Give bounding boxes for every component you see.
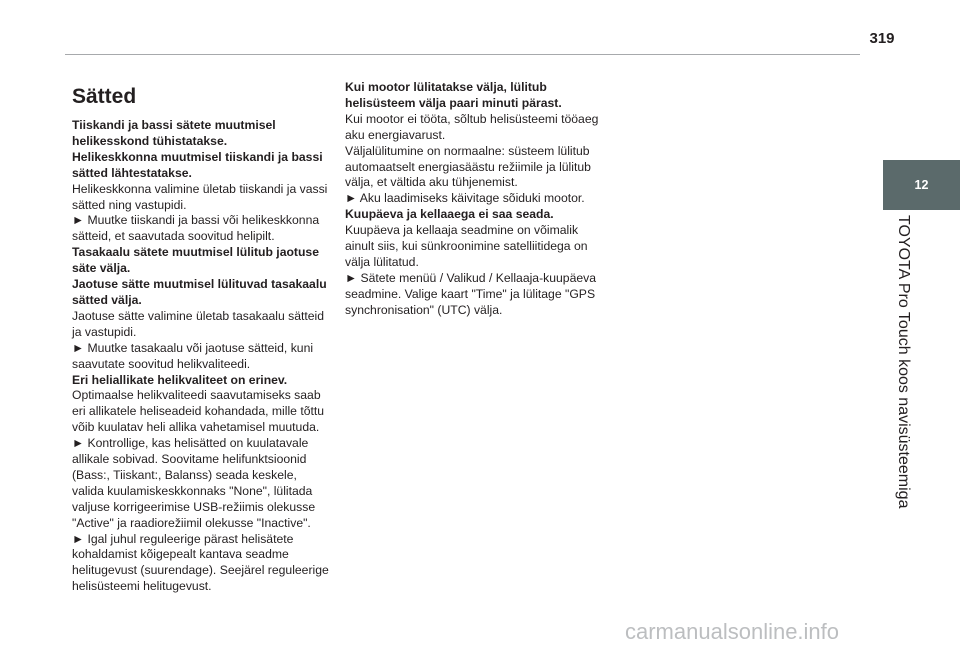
paragraph: ► Aku laadimiseks käivitage sõiduki mootor.	[345, 191, 585, 206]
paragraph-heading: Tasakaalu sätete muutmisel lülitub jaotuse säte välja.	[72, 245, 319, 276]
page-number: 319	[869, 30, 895, 47]
paragraph: ► Muutke tiiskandi ja bassi või helikeskkonna sätteid, et saavutada soovitud helipilt.	[72, 213, 320, 244]
right-paragraphs	[345, 80, 605, 319]
paragraph: Kui mootor ei tööta, sõltub helisüsteemi tööaeg aku energiavarust.	[345, 111, 599, 142]
right-column	[345, 80, 605, 319]
paragraph-heading: Eri heliallikate helikvaliteet on erinev.	[72, 372, 288, 387]
paragraph-heading: Kuupäeva ja kellaaega ei saa seada.	[345, 207, 554, 222]
paragraph: ► Kontrollige, kas helisätted on kuulatavale allikale sobivad. Soovitame helifunktsioonid (Bass:, Tiiskant:, Balanss) seada keskele, valida kuulamiskeskkonnaks "None", lülitada valjuse korrigeerimise USB-režiimis olekusse "Active" ja raadiorežiimil olekusse "Inactive".	[72, 436, 316, 530]
chapter-title: TOYOTA Pro Touch koos navisüsteemiga	[895, 215, 912, 509]
left-paragraphs	[72, 118, 330, 595]
header-divider	[65, 54, 860, 55]
paragraph: Väljalülitumine on normaalne: süsteem lülitub automaatselt energiasäästu režiimile ja lülitub välja, et vältida aku tühjenemist.	[345, 143, 591, 190]
paragraph-heading: Tiiskandi ja bassi sätete muutmisel helikesskond tühistatakse.	[72, 118, 276, 148]
paragraph: ► Igal juhul reguleerige pärast helisätete kohaldamist kõigepealt kantava seadme helitugevust (suurendage). Seejärel reguleerige helisüsteemi helitugevust.	[72, 531, 329, 594]
paragraph: Optimaalse helikvaliteedi saavutamiseks saab eri allikatele heliseadeid kohandada, mille tõttu võib kuulatav heli allika vahetamisel muutuda.	[72, 388, 325, 435]
watermark: carmanualsonline.info	[625, 619, 840, 644]
paragraph: Kuupäeva ja kellaaja seadmine on võimalik ainult siis, kui sünkroonimine satelliitidega on välja lülitatud.	[345, 223, 588, 269]
paragraph: ► Muutke tasakaalu või jaotuse sätteid, kuni saavutate soovitud helikvaliteedi.	[72, 340, 314, 371]
paragraph-heading: Helikeskkonna muutmisel tiiskandi ja bassi sätted lähtestatakse.	[72, 149, 323, 180]
section-title: Sätted	[72, 85, 137, 108]
left-column	[72, 80, 330, 595]
paragraph-heading: Kui mootor lülitatakse välja, lülitub helisüsteem välja paari minuti pärast.	[345, 80, 562, 110]
chapter-tab	[883, 160, 960, 210]
paragraph-heading: Jaotuse sätte muutmisel lülituvad tasakaalu sätted välja.	[72, 277, 327, 307]
paragraph: Helikeskkonna valimine ületab tiiskandi ja vassi sätted ning vastupidi.	[72, 181, 328, 212]
paragraph: Jaotuse sätte valimine ületab tasakaalu sätteid ja vastupidi.	[72, 308, 325, 339]
chapter-number: 12	[914, 178, 929, 192]
paragraph: ► Sätete menüü / Valikud / Kellaaja-kuupäeva seadmine. Valige kaart "Time" ja lülitage "GPS synchronisation" (UTC) välja.	[345, 270, 596, 317]
